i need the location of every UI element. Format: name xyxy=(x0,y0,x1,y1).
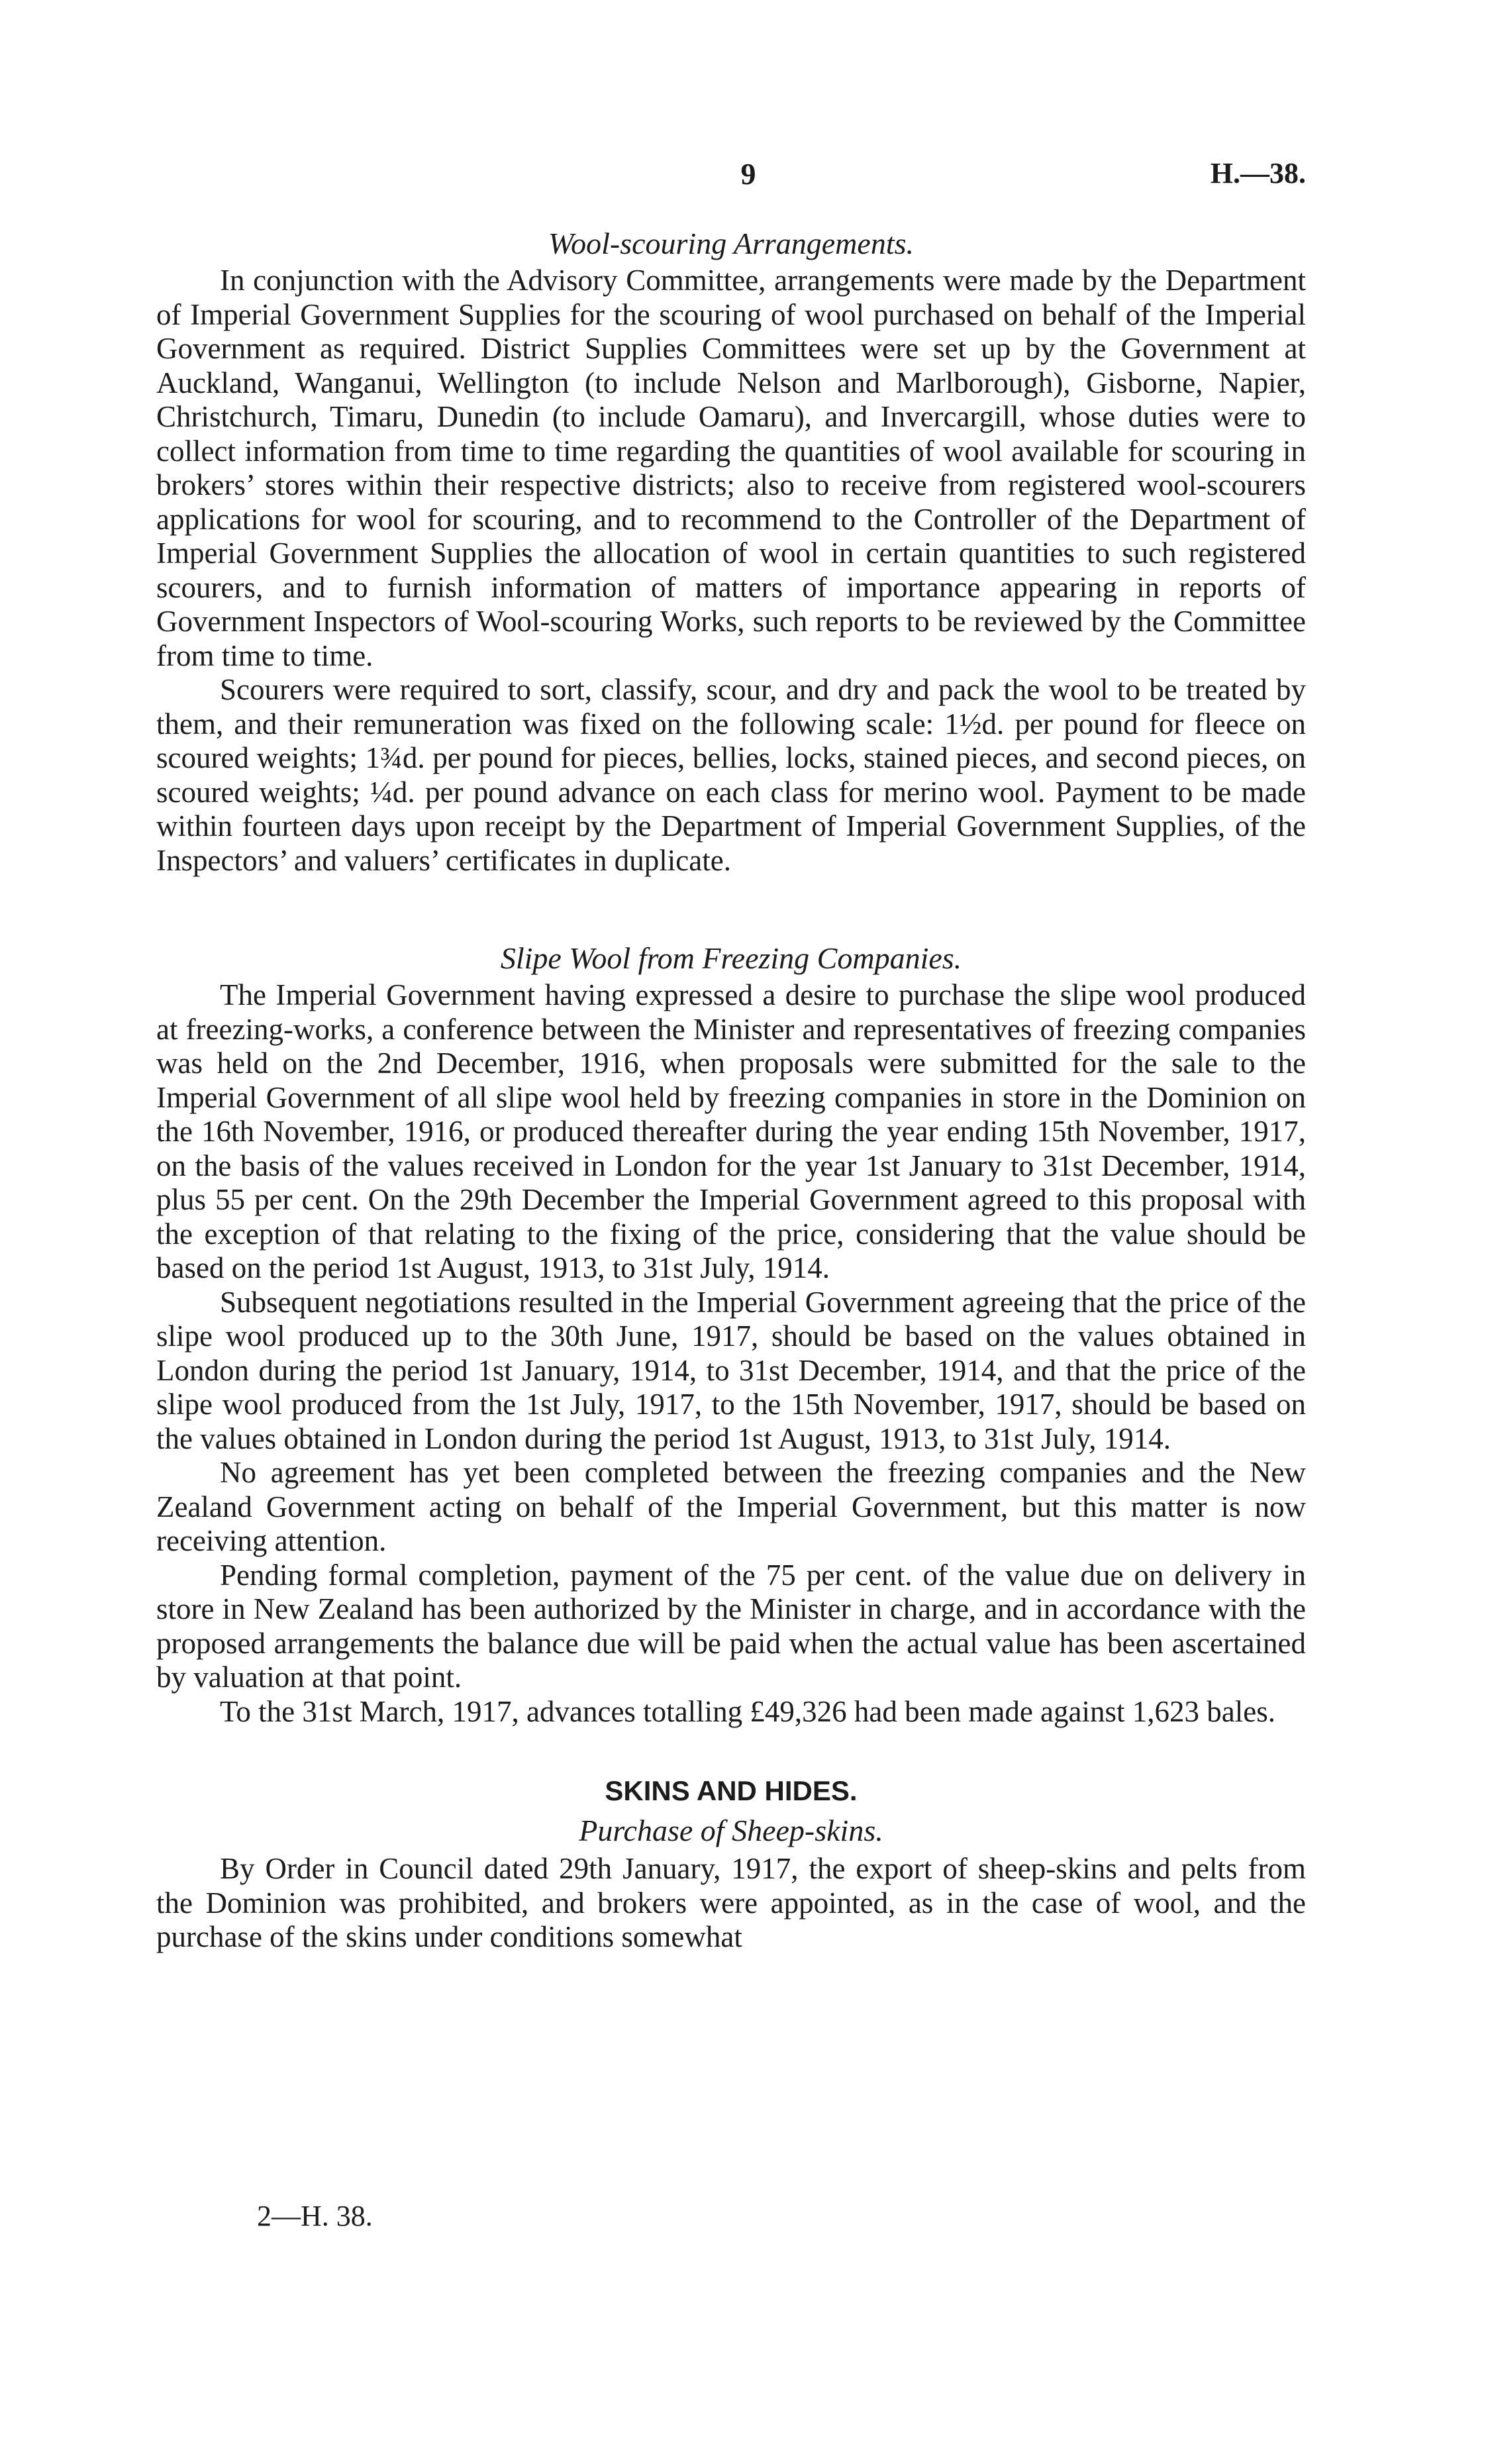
paragraph: Scourers were required to sort, classify, scour, and dry and pack the wool to be treated by them, and their remuneration was fixed on the following scale: 1½d. per pound for fleece on scoured weights; 1¾d. per pound for pieces, bellies, locks, stained pieces, and second pieces, on scoured weights; ¼d. per pound advance on each class for merino wool. Payment to be made within fourteen days upon receipt by the Department of Imperial Government Supplies, of the Inspectors’ and valuers’ certificates in duplicate. xyxy=(156,673,1306,877)
section-heading-skins-hides: SKINS AND HIDES. xyxy=(605,1775,858,1806)
page-number: 9 xyxy=(740,157,756,191)
document-reference: H.—38. xyxy=(1210,157,1306,189)
paragraph: Subsequent negotiations resulted in the Imperial Government agreeing that the price of the slipe wool produced up to the 30th June, 1917, should be based on the values obtained in London during the period 1st January, 1914, to 31st December, 1914, and that the price of the slipe wool produced from the 1st July, 1917, to the 15th November, 1917, should be based on the values obtained in London during the period 1st August, 1913, to 31st July, 1914. xyxy=(156,1285,1306,1455)
subheading-sheep-skins: Purchase of Sheep-skins. xyxy=(579,1814,883,1847)
paragraph: To the 31st March, 1917, advances totalling £49,326 had been made against 1,623 bales. xyxy=(220,1694,1275,1728)
section-heading-wool-scouring: Wool-scouring Arrangements. xyxy=(548,227,914,260)
signature-mark: 2—H. 38. xyxy=(257,2200,373,2232)
page-body xyxy=(156,224,1306,1955)
paragraph: The Imperial Government having expressed a desire to purchase the slipe wool produced at freezing-works, a conference between the Minister and representatives of freezing companies was held on the 2nd December, 1916, when proposals were submitted for the sale to the Imperial Government of all slipe wool held by freezing companies in store in the Dominion on the 16th November, 1916, or produced thereafter during the year ending 15th November, 1917, on the basis of the values received in London for the year 1st January to 31st December, 1914, plus 55 per cent. On the 29th December the Imperial Government agreed to this proposal with the exception of that relating to the fixing of the price, considering that the value should be based on the period 1st August, 1913, to 31st July, 1914. xyxy=(156,978,1306,1284)
paragraph: Pending formal completion, payment of the 75 per cent. of the value due on delivery in store in New Zealand has been authorized by the Minister in charge, and in accordance with the proposed arrangements the balance due will be paid when the actual value has been ascertained by valuation at that point. xyxy=(156,1558,1306,1694)
paragraph: By Order in Council dated 29th January, 1917, the export of sheep-skins and pelts from the Dominion was prohibited, and brokers were appointed, as in the case of wool, and the purchase of the skins under conditions somewhat xyxy=(156,1852,1306,1953)
paragraph: No agreement has yet been completed between the freezing companies and the New Zealand Government acting on behalf of the Imperial Government, but this matter is now receiving attention. xyxy=(156,1456,1306,1557)
paragraph: In conjunction with the Advisory Committee, arrangements were made by the Department of Imperial Government Supplies for the scouring of wool purchased on behalf of the Imperial Government as required. District Supplies Committees were set up by the Government at Auckland, Wanganui, Wellington (to include Nelson and Marlborough), Gisborne, Napier, Christchurch, Timaru, Dunedin (to include Oamaru), and Invercargill, whose duties were to collect information from time to time regarding the quantities of wool available for scouring in brokers’ stores within their respective districts; also to receive from registered wool-scourers applications for wool for scouring, and to recommend to the Controller of the Department of Imperial Government Supplies the allocation of wool in certain quantities to such registered scourers, and to furnish information of matters of importance appearing in reports of Government Inspectors of Wool-scouring Works, such reports to be reviewed by the Committee from time to time. xyxy=(156,264,1306,672)
section-heading-slipe-wool: Slipe Wool from Freezing Companies. xyxy=(500,941,962,975)
